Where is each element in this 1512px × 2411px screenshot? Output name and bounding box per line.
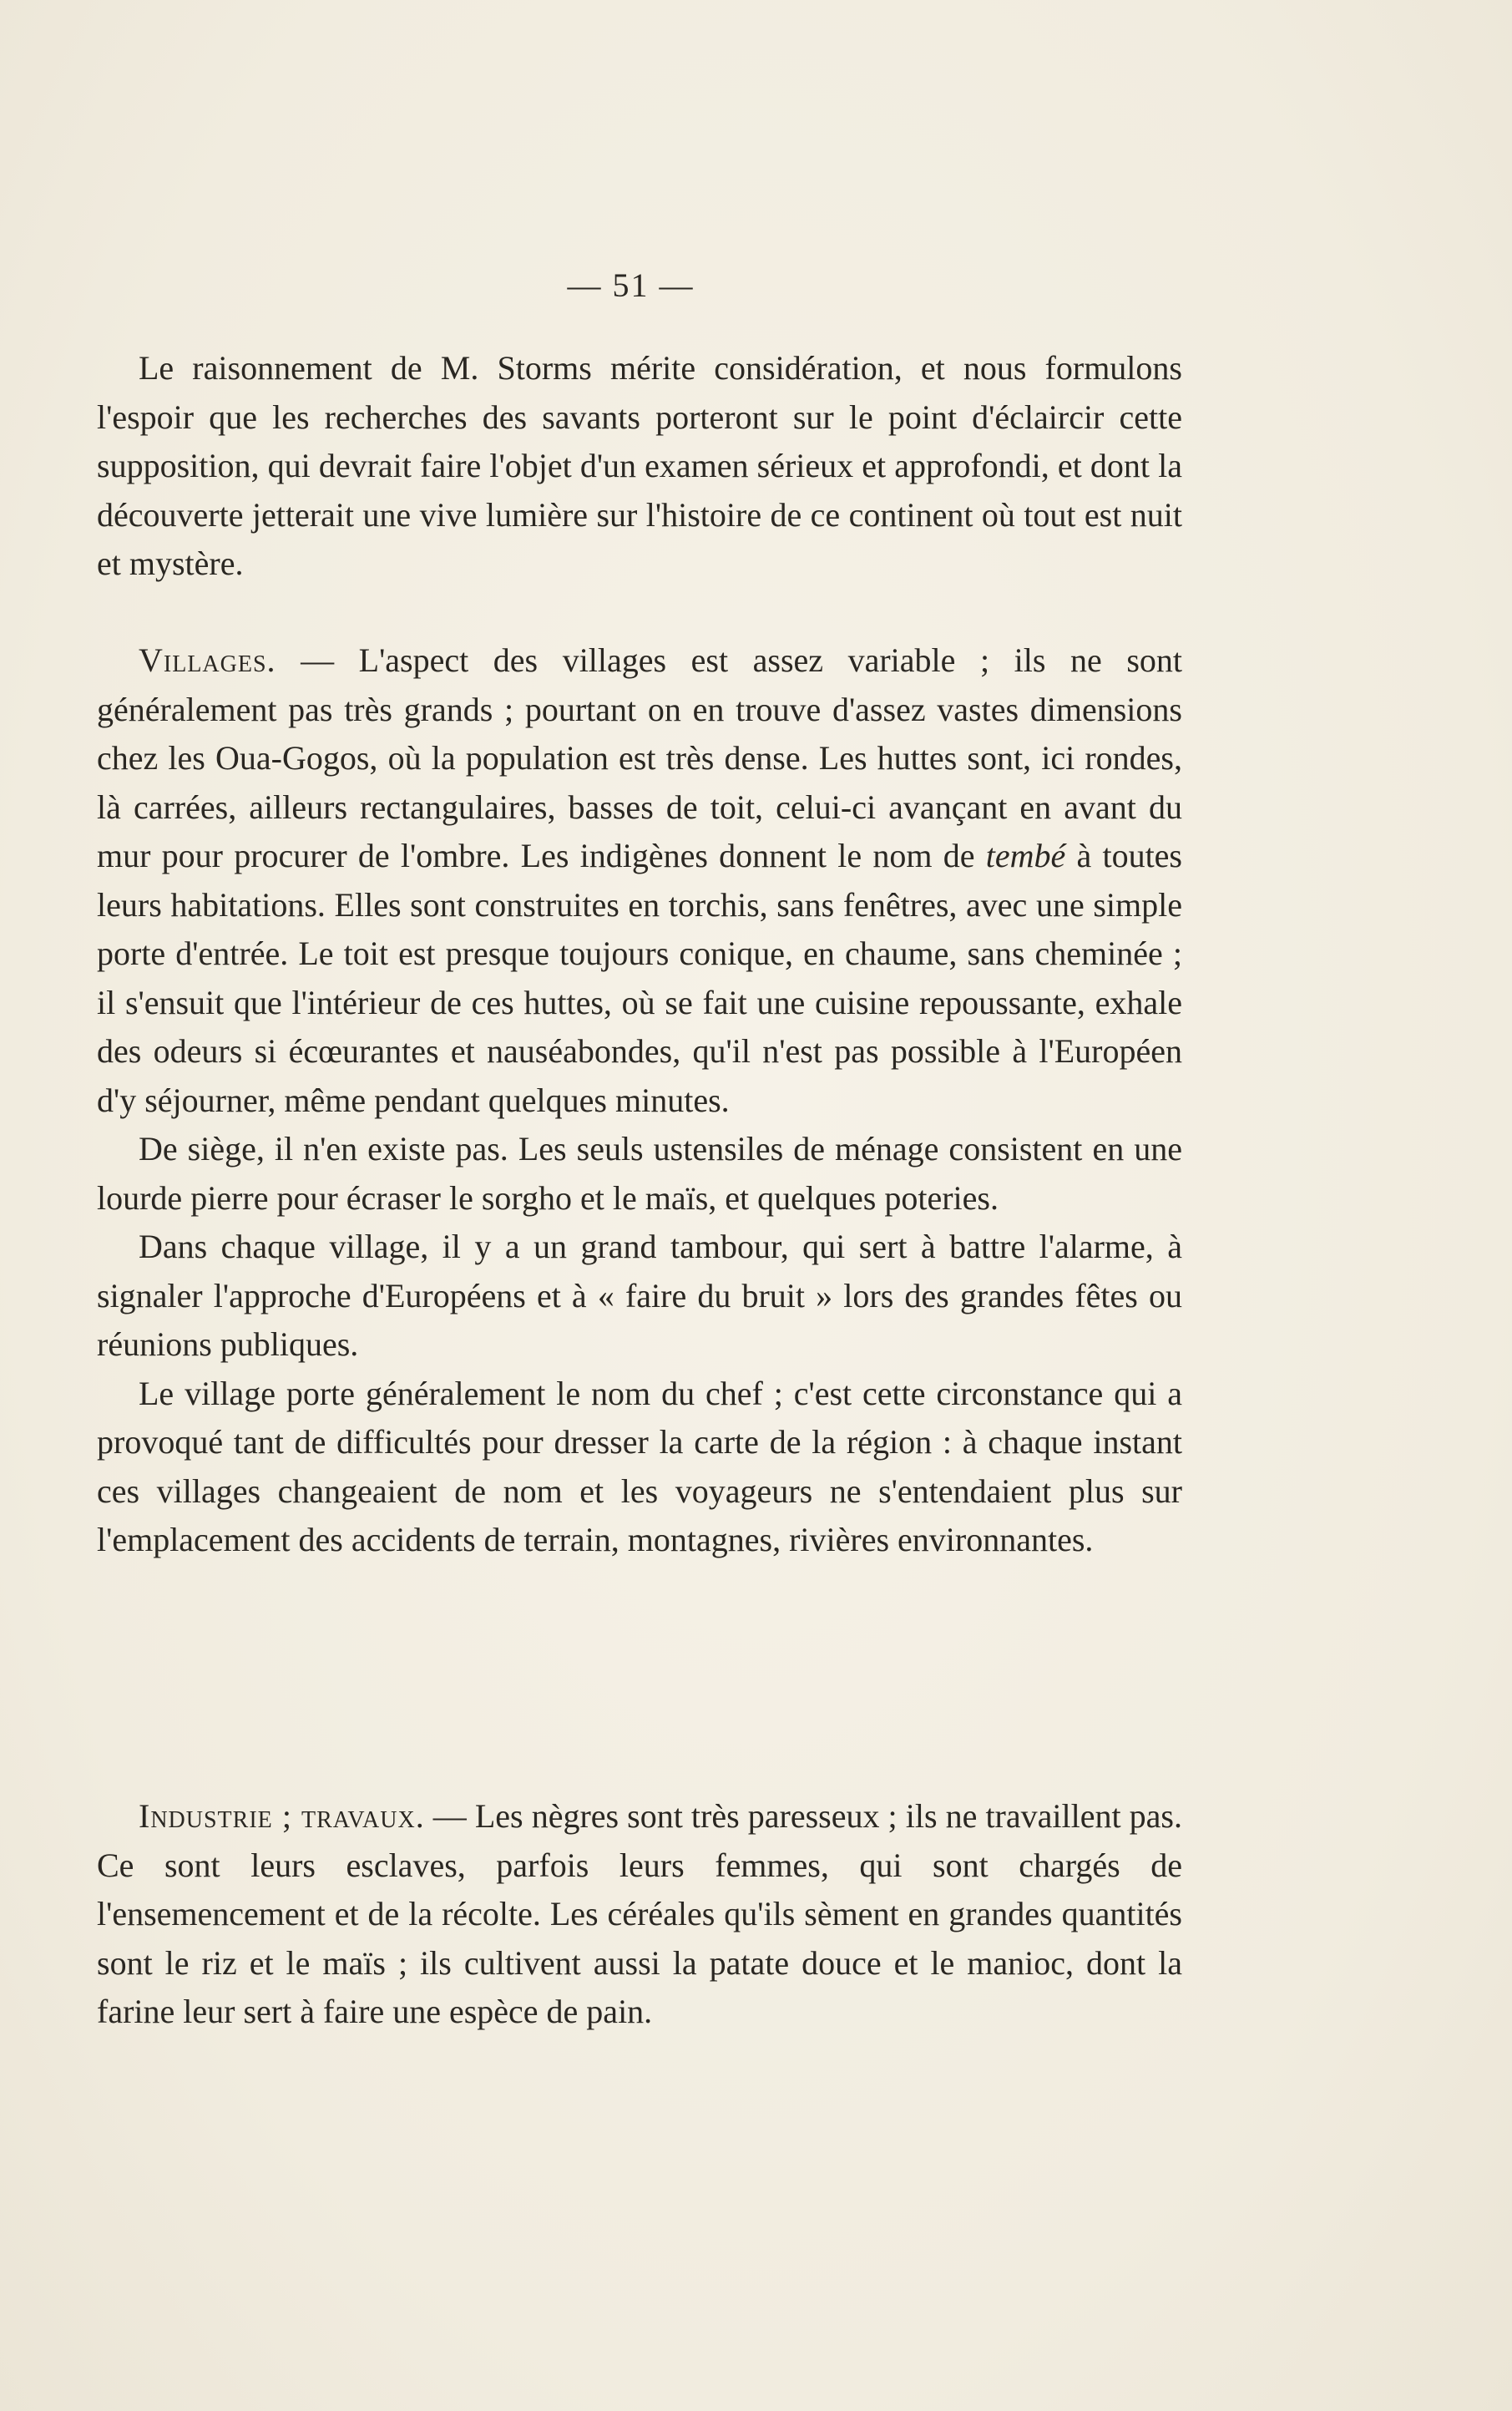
villages-heading: Villages.	[139, 641, 276, 679]
villages-section	[97, 636, 1182, 1565]
villages-paragraph-2: De siège, il n'en existe pas. Les seuls ustensiles de ménage consistent en une lourde pierre pour écraser le sorgho et le maïs, et quelques poteries.	[97, 1130, 1182, 1217]
villages-paragraph-3: Dans chaque village, il y a un grand tambour, qui sert à battre l'alarme, à signaler l'approche d'Européens et à « faire du bruit » lors des grandes fêtes ou réunions publiques.	[97, 1228, 1182, 1363]
industrie-heading: Industrie ; travaux.	[139, 1797, 425, 1835]
villages-paragraph-1	[97, 636, 1182, 1125]
industrie-text: — Les nègres sont très paresseux ; ils ne travaillent pas. Ce sont leurs esclaves, parfois leurs femmes, qui sont chargés de l'ensemencement et de la récolte. Les céréales qu'ils sèment en grandes quantités sont le riz et le maïs ; ils cultivent aussi la patate douce et le manioc, dont la farine leur sert à faire une espèce de pain.	[97, 1797, 1182, 2030]
industrie-paragraph	[97, 1792, 1182, 2037]
intro-paragraph: Le raisonnement de M. Storms mérite considération, et nous formulons l'espoir que les recherches des savants porteront sur le point d'éclaircir cette supposition, qui devrait faire l'objet d'un examen sérieux et approfondi, et dont la découverte jetterait une vive lumière sur l'histoire de ce continent où tout est nuit et mystère.	[97, 349, 1182, 582]
villages-p1-start: — L'aspect des villages est assez variable ; ils ne sont généralement pas très grands ; pourtant on en trouve d'assez vastes dimensions chez les Oua-Gogos, où la population est très dense. Les huttes sont, ici rondes, là carrées, ailleurs rectangulaires, basses de toit, celui-ci avançant en avant du mur pour procurer de l'ombre. Les indigènes donnent le nom de	[97, 641, 1182, 874]
page-number: — 51 —	[567, 266, 695, 304]
intro-section	[97, 344, 1182, 589]
industrie-section	[97, 1792, 1182, 2037]
villages-paragraph-4: Le village porte généralement le nom du chef ; c'est cette circonstance qui a provoqué tant de difficultés pour dresser la carte de la région : à chaque instant ces villages changeaient de nom et les voyageurs ne s'entendaient plus sur l'emplacement des accidents de terrain, montagnes, rivières environnantes.	[97, 1374, 1182, 1558]
villages-p1-italic-term: tembé	[985, 837, 1066, 874]
villages-p1-end: à toutes leurs habitations. Elles sont construites en torchis, sans fenêtres, avec une simple porte d'entrée. Le toit est presque toujours conique, en chaume, sans cheminée ; il s'ensuit que l'intérieur de ces huttes, où se fait une cuisine repoussante, exhale des odeurs si écœurantes et nauséabondes, qu'il n'est pas possible à l'Européen d'y séjourner, même pendant quelques minutes.	[97, 837, 1183, 1119]
